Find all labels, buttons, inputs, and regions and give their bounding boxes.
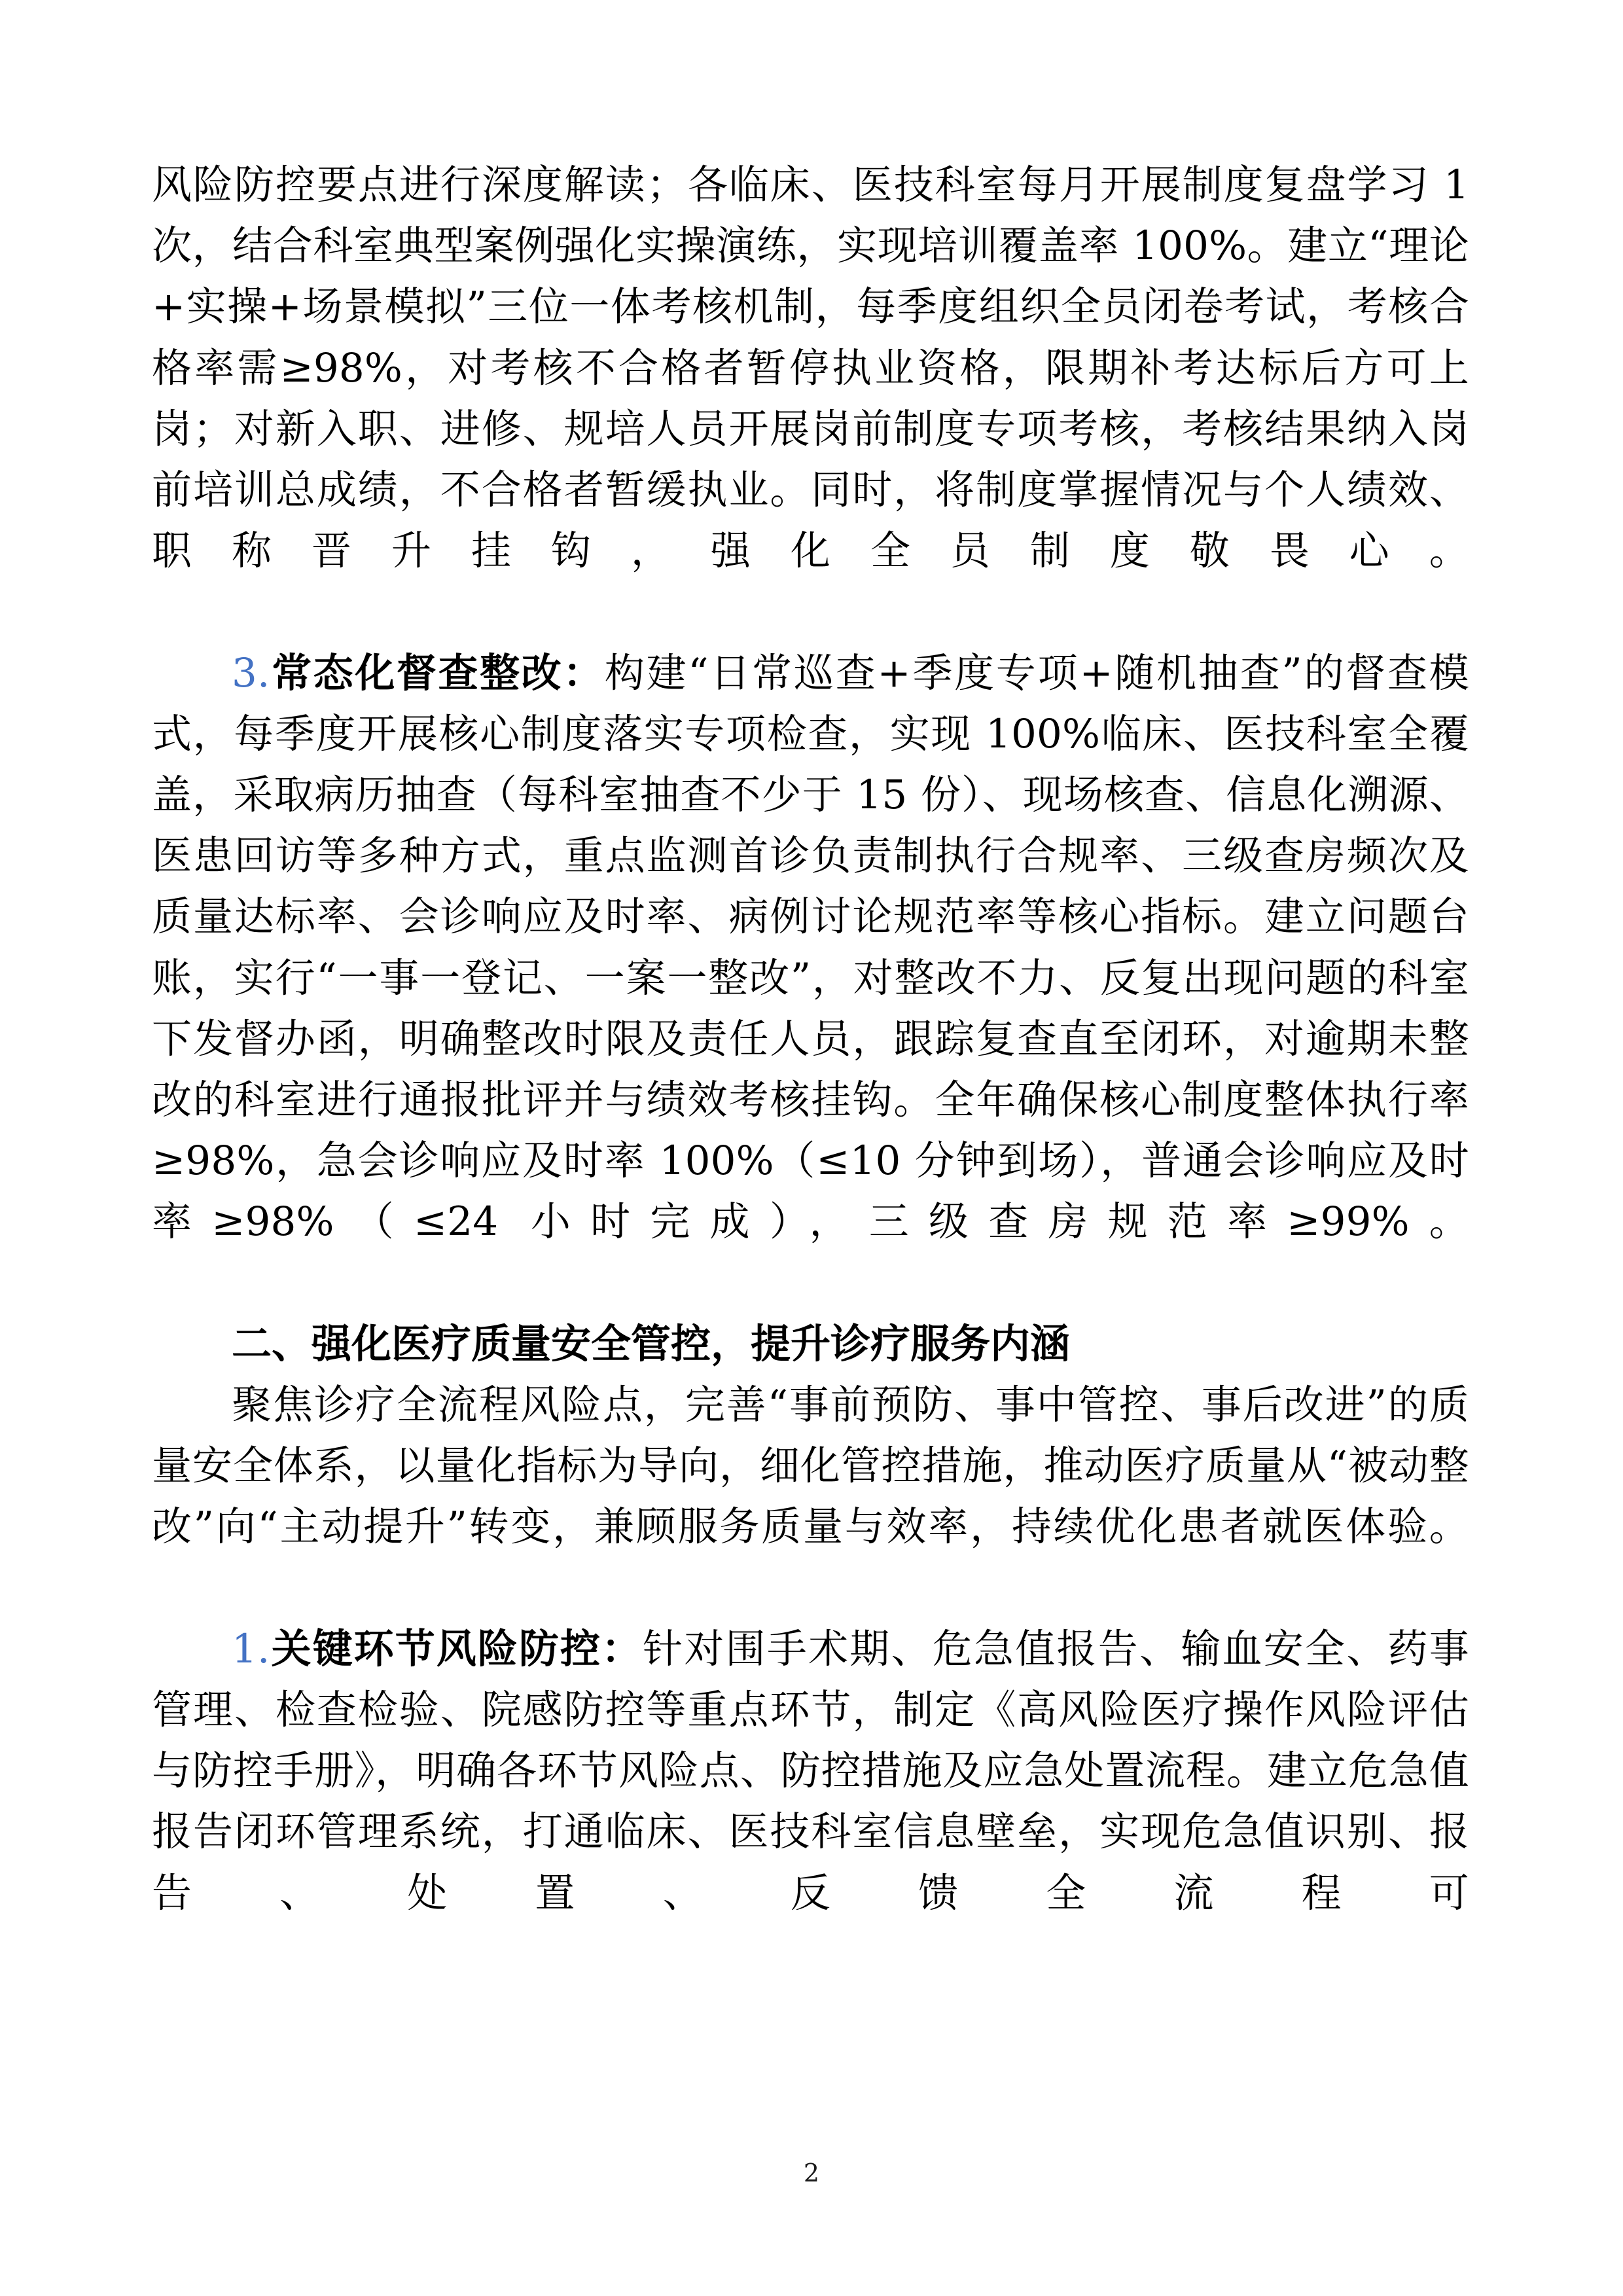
paragraph-continued-training: 风险防控要点进行深度解读；各临床、医技科室每月开展制度复盘学习 1 次，结合科室典型案例强化实操演练，实现培训覆盖率 100%。建立“理论+实操+场景模拟”三位一体考核机制，每季度组织全员闭卷考试，考核合格率需≥98%，对考核不合格者暂停执业资格，限期补考达标后方可上岗；对新入职、进修、规培人员开展岗前制度专项考核，考核结果纳入岗前培训总成绩，不合格者暂缓执业。同时，将制度掌握情况与个人绩效、职称晋升挂钩，强化全员制度敬畏心。 [152, 162, 1469, 575]
page-number: 2 [803, 2159, 820, 2187]
subheading-item-3: 常态化督查整改 [270, 649, 563, 696]
document-content [152, 154, 1469, 1984]
subheading-separator-3: ： [563, 649, 605, 696]
subheading-separator-1: ： [601, 1625, 643, 1672]
list-marker-3: 3. [232, 649, 270, 696]
paragraph-section-two-intro: 聚焦诊疗全流程风险点，完善“事前预防、事中管控、事后改进”的质量安全体系，以量化指标为导向，细化管控措施，推动医疗质量从“被动整改”向“主动提升”转变，兼顾服务质量与效率，持续优化患者就医体验。 [152, 1382, 1469, 1551]
paragraph-item-3 [152, 643, 1469, 1314]
list-marker-1: 1. [232, 1625, 270, 1672]
paragraph-body-item-1: 针对围手术期、危急值报告、输血安全、药事管理、检查检验、院感防控等重点环节，制定《高风险医疗操作风险评估与防控手册》，明确各环节风险点、防控措施及应急处置流程。建立危急值报告闭环管理系统，打通临床、医技科室信息壁垒，实现危急值识别、报告、处置、反馈全流程可 [152, 1625, 1469, 1916]
subheading-item-1: 关键环节风险防控 [270, 1625, 602, 1672]
section-heading-two: 二、强化医疗质量安全管控，提升诊疗服务内涵 [232, 1320, 1071, 1367]
paragraph-body-item-3: 构建“日常巡查+季度专项+随机抽查”的督查模式，每季度开展核心制度落实专项检查，实现 100%临床、医技科室全覆盖，采取病历抽查（每科室抽查不少于 15 份）、现场核查、信息化溯源、医患回访等多种方式，重点监测首诊负责制执行合规率、三级查房频次及质量达标率、会诊响应及时率、病例讨论规范率等核心指标。建立问题台账，实行“一事一登记、一案一整改”，对整改不力、反复出现问题的科室下发督办函，明确整改时限及责任人员，跟踪复查直至闭环，对逾期未整改的科室进行通报批评并与绩效考核挂钩。全年确保核心制度整体执行率≥98%，急会诊响应及时率 100%（≤10 分钟到场），普通会诊响应及时率≥98%（≤24 小时完成），三级查房规范率≥99%。 [152, 649, 1469, 1246]
paragraph-item-1 [152, 1619, 1469, 1984]
